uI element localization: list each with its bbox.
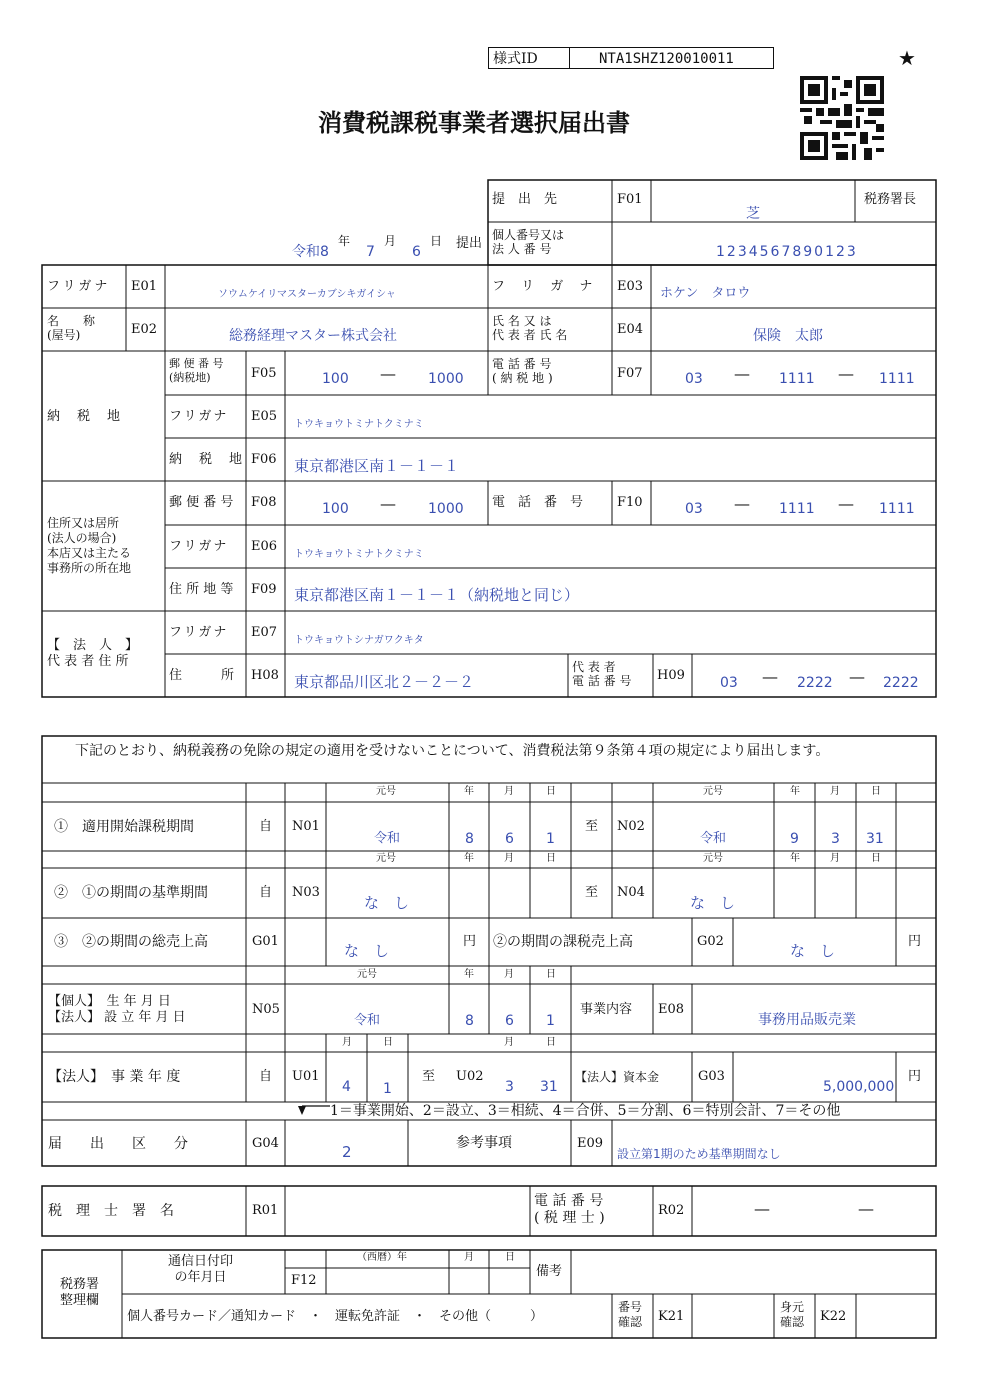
category-code: G04 [252, 1136, 279, 1151]
birth-era-header: 元号 [357, 969, 377, 980]
tax-place-label: 納 税 地 [47, 409, 123, 424]
tel-2[interactable]: 1111 [779, 371, 815, 387]
birth-month-header: 月 [504, 969, 514, 980]
row1-from-year[interactable]: 8 [465, 831, 474, 847]
fy-month-header-to: 月 [504, 1037, 514, 1048]
submit-to-code: F01 [617, 192, 643, 207]
name-value[interactable]: 総務経理マスター株式会社 [229, 328, 397, 344]
name-label: 名 称 (屋号) [47, 314, 96, 342]
id-docs-text: 個人番号カード／通知カード ・ 運転免許証 ・ その他（ ） [127, 1309, 544, 1324]
rep-name-value[interactable]: 保険 太郎 [753, 328, 823, 344]
western-year-label: （西暦）年 [357, 1252, 407, 1263]
row2-month-header-to: 月 [830, 853, 840, 864]
fy-to-label: 至 [422, 1069, 436, 1084]
comm-code: F12 [291, 1273, 317, 1288]
tel-3[interactable]: 1111 [879, 371, 915, 387]
row1-label: ① 適用開始課税期間 [54, 819, 194, 835]
row3b-value[interactable]: な し [790, 942, 836, 960]
furigana-value[interactable]: ソウムケイリマスターカブシキガイシャ [218, 289, 396, 300]
addr-postal-dash: — [380, 494, 396, 513]
remarks-label: 備考 [536, 1264, 563, 1279]
addr-tel-code: F10 [617, 495, 643, 510]
postal-2[interactable]: 1000 [428, 371, 464, 387]
row1-year-header-from: 年 [464, 786, 474, 797]
fy-label: 【法人】 事 業 年 度 [48, 1069, 181, 1085]
addr-section-label: 住所又は居所 (法人の場合) 本店又は主たる 事務所の所在地 [47, 516, 132, 575]
tax-furigana-value[interactable]: トウキョウトミナトクミナミ [294, 419, 424, 430]
row1-from-month[interactable]: 6 [505, 831, 514, 847]
rep-furigana-label: フ リ ガ ナ [492, 279, 599, 294]
addr-postal-1[interactable]: 100 [322, 501, 349, 517]
row2-era-header-to: 元号 [703, 853, 723, 864]
tel-label: 電 話 番 号 ( 納 税 地 ) [492, 357, 553, 385]
addr-tel-dash-1: — [734, 494, 750, 513]
row2-label: ② ①の期間の基準期間 [54, 885, 208, 901]
accountant-tel-code: R02 [658, 1203, 685, 1218]
accountant-tel-dash-2: — [858, 1199, 874, 1218]
row1-month-header-from: 月 [504, 786, 514, 797]
addr-code: F09 [251, 582, 277, 597]
birth-year-header: 年 [464, 969, 474, 980]
corp-number-label: 個人番号又は 法 人 番 号 [492, 228, 565, 256]
row1-from-label: 自 [259, 819, 273, 834]
rep-addr-code: H08 [251, 668, 279, 683]
tel-code: F07 [617, 366, 643, 381]
capital-code: G03 [698, 1069, 725, 1084]
row2-to-value[interactable]: な し [690, 894, 736, 912]
addr-furigana-label: フリガナ [169, 539, 229, 554]
fy-to-month[interactable]: 3 [505, 1079, 514, 1095]
row2-era-header-from: 元号 [376, 853, 396, 864]
addr-value[interactable]: 東京都港区南１－１－１（納税地と同じ） [294, 586, 580, 604]
fy-from-month[interactable]: 4 [342, 1079, 351, 1095]
notes-value[interactable]: 設立第1期のため基準期間なし [617, 1147, 781, 1161]
fy-day-header-to: 日 [546, 1037, 556, 1048]
num-confirm-label: 番号 確認 [618, 1300, 643, 1329]
accountant-tel-dash-1: — [754, 1199, 770, 1218]
business-label: 事業内容 [580, 1002, 633, 1017]
date-year-unit: 年 [338, 234, 351, 248]
tax-addr-label: 納 税 地 [169, 452, 245, 467]
postal-dash: — [380, 364, 396, 383]
date-suffix: 提出 [456, 236, 483, 251]
row3-code: G01 [252, 934, 279, 949]
row1-era-header-to: 元号 [703, 786, 723, 797]
row2-from-label: 自 [259, 885, 273, 900]
rep-tel-dash-1: — [762, 667, 778, 686]
num-confirm-code: K21 [658, 1309, 685, 1324]
row1-to-year[interactable]: 9 [790, 831, 799, 847]
row1-month-header-to: 月 [830, 786, 840, 797]
capital-yen: 円 [908, 1069, 922, 1084]
rep-tel-label: 代 表 者 電 話 番 号 [572, 660, 632, 688]
tel-dash-1: — [734, 364, 750, 383]
addr-tel-1[interactable]: 03 [685, 501, 703, 517]
row2-month-header-from: 月 [504, 853, 514, 864]
furigana-label: フリガナ [47, 279, 111, 294]
star-mark: ★ [898, 46, 916, 70]
row1-to-era[interactable]: 令和 [700, 831, 727, 846]
capital-label: 【法人】資本金 [575, 1070, 660, 1084]
birth-year[interactable]: 8 [465, 1013, 474, 1029]
row1-day-header-to: 日 [871, 786, 881, 797]
rep-tel-dash-2: — [849, 667, 865, 686]
tel-1[interactable]: 03 [685, 371, 703, 387]
tax-addr-code: F06 [251, 452, 277, 467]
notes-code: E09 [577, 1136, 604, 1151]
arrow-down-icon [296, 1104, 332, 1118]
rep-name-code: E04 [617, 322, 644, 337]
corp-number-value[interactable]: 1234567890123 [716, 244, 858, 260]
addr-tel-dash-2: — [838, 494, 854, 513]
rep-addr-furigana-label: フリガナ [169, 625, 229, 640]
row3-value[interactable]: な し [344, 942, 390, 960]
postal-1[interactable]: 100 [322, 371, 349, 387]
row1-from-era[interactable]: 令和 [374, 831, 401, 846]
row2-from-value[interactable]: な し [364, 894, 410, 912]
date-day[interactable]: 6 [412, 244, 421, 260]
form-id-label: 様式ID [493, 51, 538, 67]
row2-year-header-to: 年 [790, 853, 800, 864]
date-month[interactable]: 7 [366, 244, 375, 260]
fy-month-header-from: 月 [342, 1037, 352, 1048]
date-month-unit: 月 [384, 234, 397, 248]
row3-yen: 円 [463, 934, 477, 949]
rep-tel-code: H09 [657, 668, 685, 683]
business-code: E08 [658, 1002, 685, 1017]
fy-from-code: U01 [292, 1069, 320, 1084]
tax-office-suffix: 税務署長 [864, 192, 917, 207]
rep-tel-3[interactable]: 2222 [883, 675, 919, 691]
addr-postal-2[interactable]: 1000 [428, 501, 464, 517]
accountant-sign-code: R01 [252, 1203, 279, 1218]
row1-day-header-from: 日 [546, 786, 556, 797]
office-day-label: 日 [505, 1252, 515, 1263]
comm-label: 通信日付印 の年月日 [168, 1254, 234, 1285]
birth-era[interactable]: 令和 [354, 1013, 381, 1028]
row3-label: ③ ②の期間の総売上高 [54, 934, 208, 950]
birth-day[interactable]: 1 [546, 1013, 555, 1029]
birth-code: N05 [252, 1002, 280, 1017]
rep-addr-furigana-code: E07 [251, 625, 278, 640]
office-month-label: 月 [464, 1252, 474, 1263]
category-value[interactable]: 2 [342, 1143, 352, 1161]
fy-from-day[interactable]: 1 [383, 1081, 392, 1097]
row1-era-header-from: 元号 [376, 786, 396, 797]
addr-tel-2[interactable]: 1111 [779, 501, 815, 517]
accountant-tel-label: 電 話 番 号 ( 税 理 士 ) [534, 1193, 605, 1226]
rep-tel-1[interactable]: 03 [720, 675, 738, 691]
statement-text: 下記のとおり、納税義務の免除の規定の適用を受けないことについて、消費税法第９条第４項の規定により届出します。 [75, 743, 830, 759]
date-day-unit: 日 [430, 234, 443, 248]
row1-from-code: N01 [292, 819, 320, 834]
postal-label: 郵 便 番 号 (納税地) [169, 357, 224, 384]
row2-to-label: 至 [585, 885, 599, 900]
row2-day-header-from: 日 [546, 853, 556, 864]
tel-dash-2: — [838, 364, 854, 383]
addr-label: 住 所 地 等 [169, 582, 234, 597]
tax-furigana-code: E05 [251, 409, 278, 424]
fy-to-day[interactable]: 31 [540, 1079, 558, 1095]
fy-day-header-from: 日 [383, 1037, 393, 1048]
rep-addr-label: 住 所 [169, 668, 235, 683]
id-confirm-code: K22 [820, 1309, 847, 1324]
category-note: 1＝事業開始、2＝設立、3＝相続、4＝合併、5＝分割、6＝特別会計、7＝その他 [330, 1103, 841, 1119]
row2-from-code: N03 [292, 885, 320, 900]
accountant-sign-label: 税 理 士 署 名 [48, 1203, 174, 1219]
addr-postal-code: F08 [251, 495, 277, 510]
row3b-label: ②の期間の課税売上高 [493, 934, 633, 950]
date-era[interactable]: 令和8 [292, 244, 329, 260]
furigana-code: E01 [131, 279, 158, 294]
row3b-yen: 円 [908, 934, 922, 949]
birth-label: 【個人】 生 年 月 日 【法人】 設 立 年 月 日 [48, 994, 186, 1025]
category-label: 届 出 区 分 [48, 1136, 188, 1152]
addr-furigana-code: E06 [251, 539, 278, 554]
addr-tel-3[interactable]: 1111 [879, 501, 915, 517]
row3b-code: G02 [697, 934, 724, 949]
tax-furigana-label: フリガナ [169, 409, 229, 424]
business-value[interactable]: 事務用品販売業 [758, 1012, 856, 1028]
id-confirm-label: 身元 確認 [780, 1300, 805, 1329]
row2-to-code: N04 [617, 885, 645, 900]
row1-to-label: 至 [585, 819, 599, 834]
rep-furigana-value[interactable]: ホケン タロウ [660, 286, 751, 301]
rep-addr-value[interactable]: 東京都品川区北２－２－２ [294, 673, 475, 691]
fy-from-label: 自 [259, 1069, 273, 1084]
form-id-value: NTA1SHZ120010011 [599, 51, 734, 67]
row1-to-day[interactable]: 31 [866, 831, 884, 847]
fy-to-code: U02 [456, 1069, 484, 1084]
submit-to-label: 提 出 先 [492, 192, 558, 207]
postal-code-code: F05 [251, 366, 277, 381]
office-section-label: 税務署 整理欄 [60, 1277, 100, 1308]
row2-year-header-from: 年 [464, 853, 474, 864]
page-title: 消費税課税事業者選択届出書 [318, 108, 630, 137]
capital-value[interactable]: 5,000,000 [823, 1079, 895, 1095]
rep-furigana-code: E03 [617, 279, 644, 294]
submit-to-value[interactable]: 芝 [746, 206, 760, 222]
rep-section-label: 【 法 人 】 代 表 者 住 所 [47, 638, 139, 669]
name-code: E02 [131, 322, 158, 337]
row2-day-header-to: 日 [871, 853, 881, 864]
addr-postal-label: 郵 便 番 号 [169, 495, 234, 510]
row1-from-day[interactable]: 1 [546, 831, 555, 847]
row1-to-month[interactable]: 3 [831, 831, 840, 847]
birth-month[interactable]: 6 [505, 1013, 514, 1029]
tax-addr-value[interactable]: 東京都港区南１－１－１ [294, 457, 460, 475]
rep-tel-2[interactable]: 2222 [797, 675, 833, 691]
rep-name-label: 氏 名 又 は 代 表 者 氏 名 [492, 314, 568, 342]
rep-addr-furigana-value[interactable]: トウキョウトシナガワクキタ [294, 635, 424, 646]
row1-year-header-to: 年 [790, 786, 800, 797]
birth-day-header: 日 [546, 969, 556, 980]
addr-tel-label: 電 話 番 号 [492, 495, 584, 510]
notes-label: 参考事項 [456, 1135, 512, 1151]
row1-to-code: N02 [617, 819, 645, 834]
addr-furigana-value[interactable]: トウキョウトミナトクミナミ [294, 549, 424, 560]
